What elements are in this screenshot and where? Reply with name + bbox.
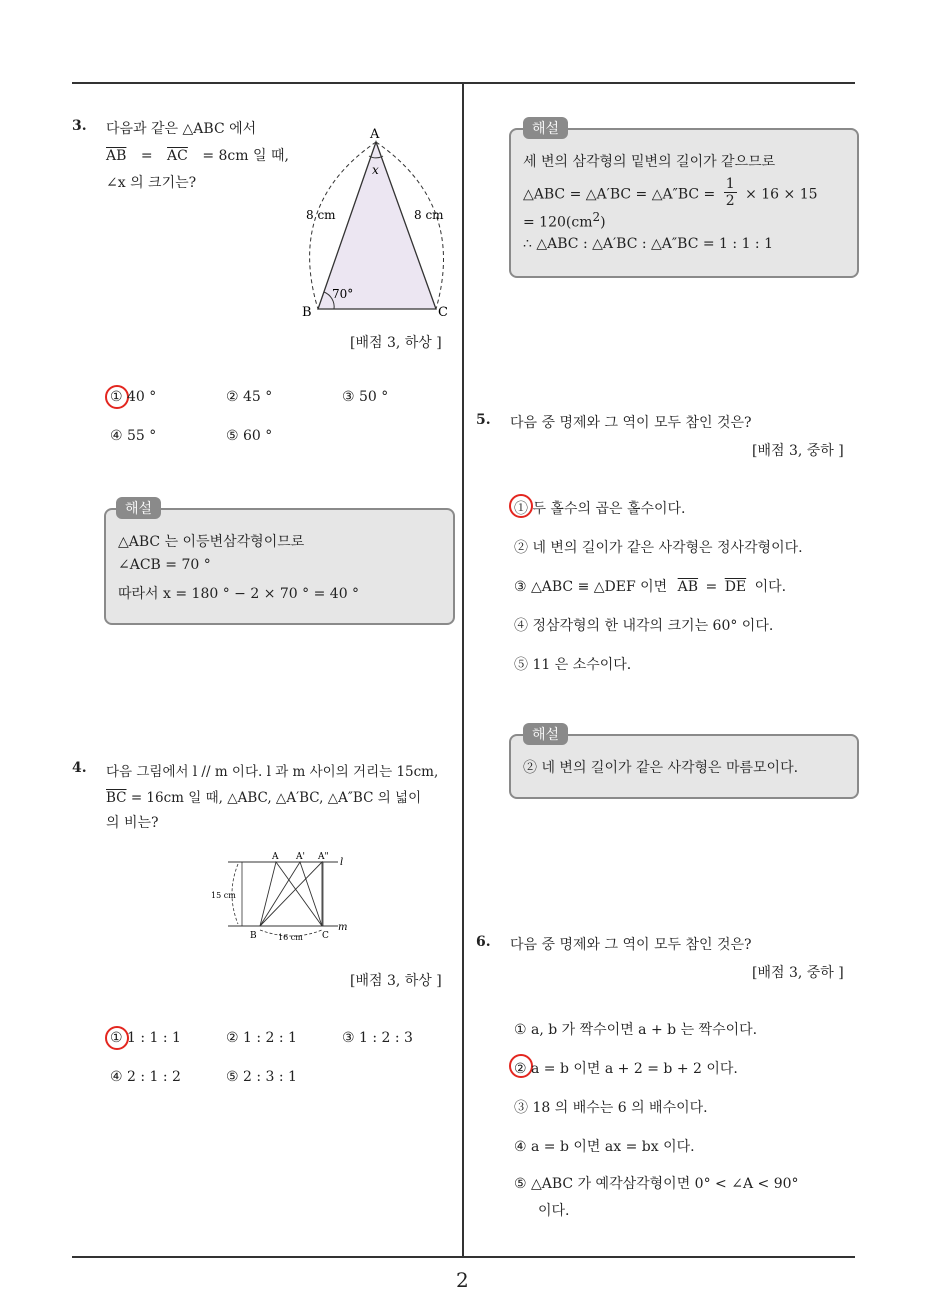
line-m-label: m	[338, 922, 348, 933]
q3-eq: =	[140, 148, 153, 164]
q4-text-line2-rest: = 16cm 일 때, △ABC, △A′BC, △A″BC 의 넓이	[130, 790, 422, 806]
q3-segment-ab: $\overline{AB}$	[106, 148, 127, 164]
right-length-label: 8 cm	[414, 208, 444, 222]
frac-den: 2	[725, 193, 735, 209]
vertex-b-label: B	[302, 305, 312, 320]
q6-option-4[interactable]: ④ a = b 이면 ax = bx 이다.	[514, 1139, 695, 1155]
q5-option-3-end: 이다.	[754, 579, 787, 595]
q4-solution-line2	[523, 178, 818, 211]
q5-option-1[interactable]: ① 두 홀수의 곱은 홀수이다.	[514, 501, 686, 517]
q4-option-5[interactable]: ⑤ 2 : 3 : 1	[226, 1069, 297, 1085]
q4-solution-tag: 해설	[523, 117, 568, 139]
column-divider	[462, 84, 464, 1256]
q3-triangle-figure	[296, 124, 461, 324]
q4-option-4[interactable]: ④ 2 : 1 : 2	[110, 1069, 181, 1085]
q3-solution-tag: 해설	[116, 497, 161, 519]
q5-solution-line: ② 네 변의 길이가 같은 사각형은 마름모이다.	[523, 760, 799, 776]
tri-a2bc	[260, 862, 322, 926]
q3-option-3[interactable]: ③ 50 °	[342, 389, 389, 405]
q5-segment-de: $\overline{DE}$	[724, 579, 747, 595]
q5-option-4[interactable]: ④ 정삼각형의 한 내각의 크기는 60° 이다.	[514, 618, 774, 634]
q4-option-2[interactable]: ② 1 : 2 : 1	[226, 1030, 297, 1046]
q4-solution-close: )	[600, 214, 606, 231]
q3-text-line2	[106, 145, 289, 165]
pt-a: A	[272, 852, 279, 862]
page-number: 2	[456, 1268, 469, 1292]
q3-option-5[interactable]: ⑤ 60 °	[226, 428, 273, 444]
left-length-label: 8 cm	[306, 208, 336, 222]
q6-number: 6.	[476, 934, 491, 950]
vertex-a-label: A	[370, 127, 380, 142]
q4-score: [배점 3, 하상 ]	[350, 973, 442, 989]
line-l-label: l	[340, 857, 344, 868]
q4-option-3[interactable]: ③ 1 : 2 : 3	[342, 1030, 413, 1046]
q5-score: [배점 3, 중하 ]	[752, 443, 844, 459]
q4-parallel-figure	[208, 848, 358, 944]
q4-solution-sup: 2	[592, 210, 601, 224]
q4-solution-line1: 세 변의 삼각형의 밑변의 길이가 같으므로	[523, 154, 776, 170]
pt-a2: A"	[318, 852, 329, 862]
vertex-c-label: C	[438, 305, 448, 320]
q4-text-line1: 다음 그림에서 l // m 이다. l 과 m 사이의 거리는 15cm,	[106, 764, 439, 780]
q4-number: 4.	[72, 760, 87, 776]
q4-solution-line3	[523, 210, 606, 231]
q6-option-2[interactable]: ② a = b 이면 a + 2 = b + 2 이다.	[514, 1061, 738, 1077]
q3-option-1[interactable]: ① 40 °	[110, 389, 157, 405]
q3-option-4[interactable]: ④ 55 °	[110, 428, 157, 444]
q5-segment-ab: $\overline{AB}$	[677, 579, 699, 595]
q3-option-2[interactable]: ② 45 °	[226, 389, 273, 405]
q3-length: = 8cm 일 때,	[202, 148, 289, 164]
q3-solution-line3: 따라서 x = 180 ° − 2 × 70 ° = 40 °	[118, 586, 360, 602]
q6-score: [배점 3, 중하 ]	[752, 965, 844, 981]
q3-solution-line1: △ABC 는 이등변삼각형이므로	[118, 534, 305, 550]
q5-option-3[interactable]	[514, 576, 786, 596]
pt-c: C	[322, 931, 329, 941]
q5-option-5[interactable]: ⑤ 11 은 소수이다.	[514, 657, 632, 673]
q6-option-1[interactable]: ① a, b 가 짝수이면 a + b 는 짝수이다.	[514, 1022, 758, 1038]
bottom-rule	[72, 1256, 855, 1258]
q6-option-5-cont: 이다.	[538, 1203, 570, 1219]
frac-num: 1	[725, 176, 735, 192]
q3-solution-line2: ∠ACB = 70 °	[118, 557, 211, 573]
q5-option-3-text: ③ △ABC ≡ △DEF 이면	[514, 579, 668, 595]
q3-text-line3: ∠x 의 크기는?	[106, 175, 197, 191]
q5-number: 5.	[476, 412, 491, 428]
q3-number: 3.	[72, 118, 87, 134]
angle-70-label: 70°	[332, 287, 354, 301]
q4-solution-fraction	[724, 176, 737, 209]
q6-option-5[interactable]: ⑤ △ABC 가 예각삼각형이면 0° < ∠A < 90°	[514, 1176, 799, 1192]
pt-a1: A'	[296, 852, 305, 862]
q5-text: 다음 중 명제와 그 역이 모두 참인 것은?	[510, 415, 752, 431]
q3-text-line1: 다음과 같은 △ABC 에서	[106, 121, 257, 137]
q4-segment-bc: $\overline{BC}$	[106, 790, 127, 806]
height-label: 15 cm	[211, 891, 236, 900]
q5-option-2[interactable]: ② 네 변의 길이가 같은 사각형은 정사각형이다.	[514, 540, 803, 556]
q3-segment-ac: $\overline{AC}$	[167, 148, 188, 164]
angle-x-label: x	[372, 163, 379, 177]
q6-text: 다음 중 명제와 그 역이 모두 참인 것은?	[510, 937, 752, 953]
q4-text-line3: 의 비는?	[106, 815, 159, 831]
q4-solution-eq: △ABC = △A′BC = △A″BC =	[523, 186, 716, 203]
q4-solution-product: × 16 × 15	[745, 186, 818, 203]
q6-option-3[interactable]: ③ 18 의 배수는 6 의 배수이다.	[514, 1100, 708, 1116]
q4-option-1[interactable]: ① 1 : 1 : 1	[110, 1030, 181, 1046]
q4-solution-area: = 120(cm	[523, 214, 593, 231]
q3-score: [배점 3, 하상 ]	[350, 335, 442, 351]
pt-b: B	[250, 931, 257, 941]
width-label: 16 cm	[278, 933, 303, 942]
q4-solution-line4: ∴ △ABC : △A′BC : △A″BC = 1 : 1 : 1	[523, 236, 773, 252]
q4-text-line2	[106, 786, 421, 806]
q5-solution-tag: 해설	[523, 723, 568, 745]
q5-eq: =	[705, 579, 718, 595]
